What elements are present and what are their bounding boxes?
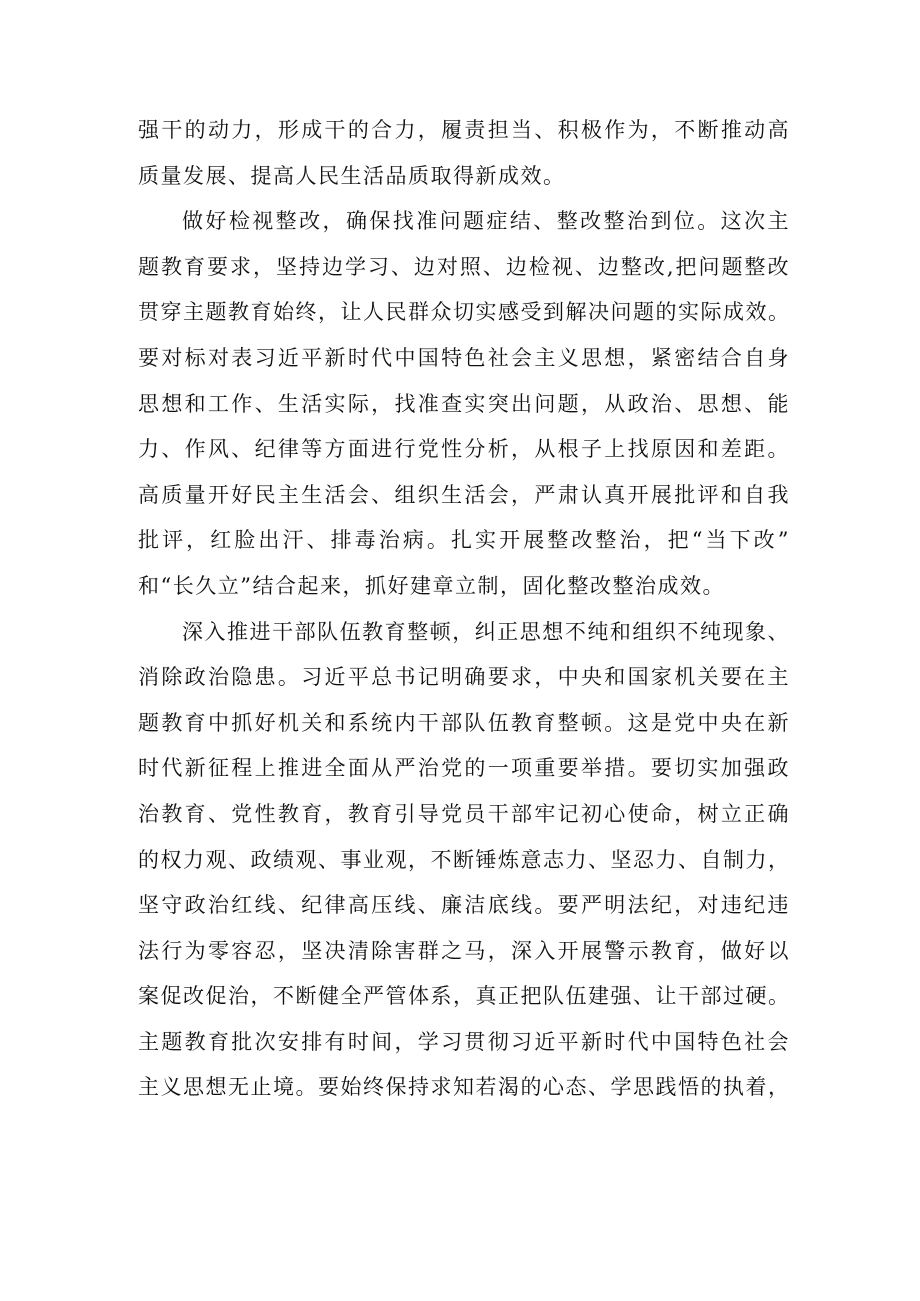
text-line: 做好检视整改，确保找准问题症结、整改整治到位。这次主 [182,209,790,234]
text-line: 力、作风、纪律等方面进行党性分析，从根子上找原因和差距。 [138,437,790,462]
text-line: 质量发展、提高人民生活品质取得新成效。 [138,163,566,188]
text-line: 坚守政治红线、纪律高压线、廉洁底线。要严明法纪，对违纪违 [138,893,790,918]
text-line: 思想和工作、生活实际，找准查实突出问题，从政治、思想、能 [138,391,790,416]
text-line: 治教育、党性教育，教育引导党员干部牢记初心使命，树立正确 [138,801,790,826]
text-line: 深入推进干部队伍教育整顿，纠正思想不纯和组织不纯现象、 [182,619,790,644]
text-line: 主义思想无止境。要始终保持求知若渴的心态、学思践悟的执着， [138,1075,790,1100]
paragraph-1 [138,108,790,199]
text-line: 时代新征程上推进全面从严治党的一项重要举措。要切实加强政 [138,756,790,781]
text-line: 法行为零容忍，坚决清除害群之马，深入开展警示教育，做好以 [138,938,790,963]
text-line: 批评，红脸出汗、排毒治病。扎实开展整改整治，把“当下改” [138,528,790,553]
text-line: 案促改促治，不断健全严管体系，真正把队伍建强、让干部过硬。 [138,984,790,1009]
paragraph-2 [138,199,790,609]
text-line: 主题教育批次安排有时间，学习贯彻习近平新时代中国特色社会 [138,1029,790,1054]
text-line: 高质量开好民主生活会、组织生活会，严肃认真开展批评和自我 [138,482,790,507]
text-line: 的权力观、政绩观、事业观，不断锤炼意志力、坚忍力、自制力， [138,847,790,872]
text-line: 消除政治隐患。习近平总书记明确要求，中央和国家机关要在主 [138,665,790,690]
paragraph-3 [138,610,790,1112]
text-line: 题教育要求，坚持边学习、边对照、边检视、边整改,把问题整改 [138,254,790,279]
document-body [138,108,790,1111]
text-line: 和“长久立”结合起来，抓好建章立制，固化整改整治成效。 [138,573,725,598]
text-line: 题教育中抓好机关和系统内干部队伍教育整顿。这是党中央在新 [138,710,790,735]
text-line: 强干的动力，形成干的合力，履责担当、积极作为，不断推动高 [138,118,790,142]
text-line: 贯穿主题教育始终，让人民群众切实感受到解决问题的实际成效。 [138,300,790,325]
text-line: 要对标对表习近平新时代中国特色社会主义思想，紧密结合自身 [138,345,790,370]
